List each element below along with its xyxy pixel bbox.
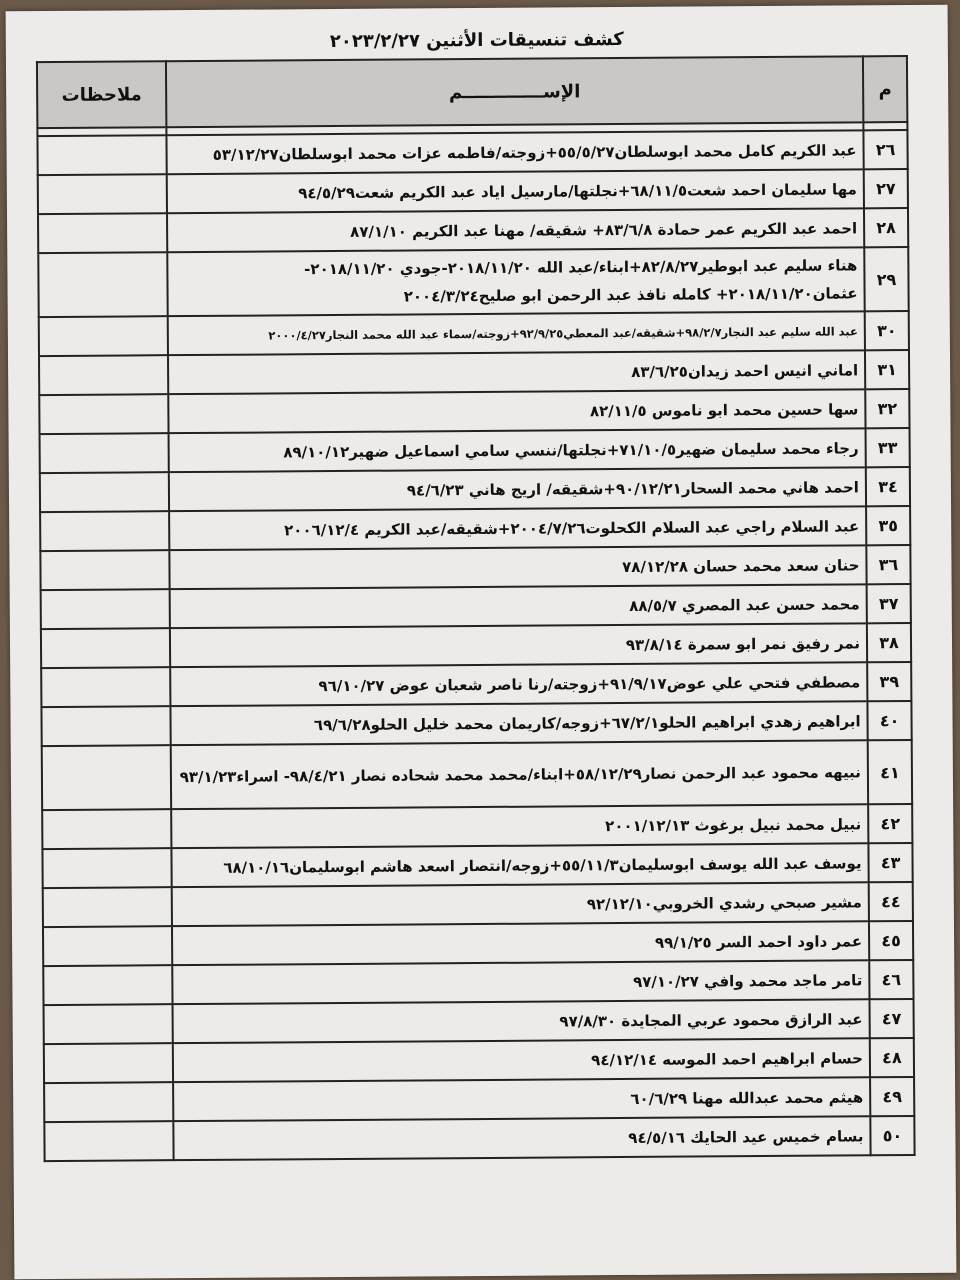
- row-number: ٢٩: [864, 247, 908, 311]
- row-name: عبد الله سليم عبد النجار٩٨/٢/٧+شقيقه/عبد المعطي٩٢/٩/٢٥+زوجته/سماء عبد الله محمد النجار٢٠٠٠/٤/٢٧: [168, 311, 865, 355]
- row-name: هناء سليم عبد ابوطير٨٢/٨/٢٧+ابناء/عبد الله ٢٠١٨/١١/٢٠-جودي ٢٠١٨/١١/٢٠- عثمان٢٠١٨/١١/٢٠+ كامله نافذ عبد الرحمن ابو صليح٢٠٠٤/٣/٢٤: [167, 247, 864, 316]
- row-name: عبد السلام راجي عبد السلام الكحلوت٢٠٠٤/٧/٢٦+شقيقه/عبد الكريم ٢٠٠٦/١٢/٤: [169, 506, 866, 550]
- row-notes: [44, 1121, 173, 1161]
- row-notes: [44, 1082, 173, 1122]
- row-number: ٣٨: [867, 623, 911, 662]
- row-notes: [39, 355, 168, 395]
- table-row: [44, 1038, 914, 1083]
- row-name: احمد هاني محمد السحار٩٠/١٢/٢١+شقيقه/ اريج هاني ٩٤/٦/٢٣: [169, 467, 866, 511]
- row-number: ٣٤: [866, 467, 910, 506]
- row-name: عبد الكريم كامل محمد ابوسلطان٥٥/٥/٢٧+زوجته/فاطمه عزات محمد ابوسلطان٥٣/١٢/٢٧: [166, 130, 863, 174]
- row-notes: [43, 926, 172, 966]
- row-number: ٣٠: [865, 311, 909, 350]
- table-row: [42, 843, 912, 888]
- row-number: ٢٨: [864, 208, 908, 247]
- row-number: ٣٢: [865, 389, 909, 428]
- table-row: [38, 169, 908, 214]
- table-row: [41, 584, 911, 629]
- row-name: حسام ابراهيم احمد الموسه ٩٤/١٢/١٤: [173, 1038, 870, 1082]
- row-name: يوسف عبد الله يوسف ابوسليمان٥٥/١١/٣+زوجه/انتصار اسعد هاشم ابوسليمان٦٨/١٠/١٦: [171, 843, 868, 887]
- header-row: [37, 56, 907, 128]
- row-name: عبد الرازق محمود عربي المجايدة ٩٧/٨/٣٠: [173, 999, 870, 1043]
- row-number: ٣٩: [867, 662, 911, 701]
- row-notes: [43, 965, 172, 1005]
- row-number: ٤٥: [869, 921, 913, 960]
- row-name: هيثم محمد عبدالله مهنا ٦٠/٦/٢٩: [173, 1077, 870, 1121]
- row-number: ٣٦: [866, 545, 910, 584]
- table-row: [39, 311, 909, 356]
- row-notes: [39, 394, 168, 434]
- header-number: م: [863, 56, 907, 122]
- row-number: ٣٧: [867, 584, 911, 623]
- roster-body: [37, 122, 914, 1161]
- table-row: [43, 882, 913, 927]
- document-title: كشف تنسيقات الأثنين ٢٠٢٣/٢/٢٧: [329, 28, 624, 53]
- table-row: [41, 701, 911, 746]
- row-name: حنان سعد محمد حسان ٧٨/١٢/٢٨: [169, 545, 866, 589]
- roster-table: [36, 55, 916, 1162]
- row-name: احمد عبد الكريم عمر حمادة ٨٣/٦/٨+ شقيقه/ مهنا عبد الكريم ٨٧/١/١٠: [167, 208, 864, 252]
- header-name: الإســـــــــــــم: [166, 56, 863, 127]
- row-number: ٤٩: [870, 1077, 914, 1116]
- table-row: [44, 1116, 914, 1161]
- row-number: ٤٤: [869, 882, 913, 921]
- table-row: [37, 130, 907, 175]
- row-notes: [37, 135, 166, 175]
- row-number: ٣٣: [866, 428, 910, 467]
- row-name: عمر داود احمد السر ٩٩/١/٢٥: [172, 921, 869, 965]
- table-row: [40, 506, 910, 551]
- row-number: ٤٢: [868, 804, 912, 843]
- row-number: ٥٠: [870, 1116, 914, 1155]
- table-row: [43, 960, 913, 1005]
- row-name: نبيهه محمود عبد الرحمن نصار٥٨/١٢/٢٩+ابناء/محمد محمد شحاده نصار ٩٨/٤/٢١- اسراء٩٣/١/٢٣: [171, 740, 868, 809]
- row-notes: [40, 472, 169, 512]
- table-row: [44, 999, 914, 1044]
- table-row: [40, 545, 910, 590]
- row-name: تامر ماجد محمد وافي ٩٧/١٠/٢٧: [172, 960, 869, 1004]
- row-name: نبيل محمد نبيل برغوث ٢٠٠١/١٢/١٣: [171, 804, 868, 848]
- row-number: ٣١: [865, 350, 909, 389]
- table-row: [38, 247, 908, 317]
- row-notes: [41, 667, 170, 707]
- row-number: ٢٦: [863, 130, 907, 169]
- row-notes: [42, 745, 171, 810]
- row-notes: [43, 887, 172, 927]
- table-row: [40, 428, 910, 473]
- table-row: [41, 662, 911, 707]
- table-row: [39, 389, 909, 434]
- row-notes: [38, 174, 167, 214]
- table-row: [39, 350, 909, 395]
- row-number: ٤٨: [870, 1038, 914, 1077]
- row-number: ٤٠: [867, 701, 911, 740]
- row-notes: [38, 213, 167, 253]
- paper-sheet: [6, 5, 957, 1280]
- table-row: [43, 921, 913, 966]
- row-notes: [40, 550, 169, 590]
- row-notes: [41, 706, 170, 746]
- row-number: ٣٥: [866, 506, 910, 545]
- row-notes: [38, 252, 167, 317]
- row-number: ٤٦: [869, 960, 913, 999]
- table-row: [41, 623, 911, 668]
- table-row: [44, 1077, 914, 1122]
- row-number: ٢٧: [864, 169, 908, 208]
- row-name: نمر رفيق نمر ابو سمرة ٩٣/٨/١٤: [170, 623, 867, 667]
- row-notes: [39, 316, 168, 356]
- row-number: ٤٧: [870, 999, 914, 1038]
- row-notes: [42, 848, 171, 888]
- row-name: مشير صبحي رشدي الخروبي٩٢/١٢/١٠: [172, 882, 869, 926]
- header-notes: ملاحظات: [37, 61, 166, 128]
- row-number: ٤٣: [868, 843, 912, 882]
- row-name: مصطفي فتحي علي عوض٩١/٩/١٧+زوجته/رنا ناصر شعبان عوض ٩٦/١٠/٢٧: [170, 662, 867, 706]
- table-row: [42, 740, 912, 810]
- table-row: [40, 467, 910, 512]
- row-notes: [44, 1004, 173, 1044]
- row-notes: [44, 1043, 173, 1083]
- row-notes: [40, 511, 169, 551]
- row-name: محمد حسن عبد المصري ٨٨/٥/٧: [170, 584, 867, 628]
- row-name: اماني انيس احمد زيدان٨٣/٦/٢٥: [168, 350, 865, 394]
- row-notes: [42, 809, 171, 849]
- row-notes: [41, 628, 170, 668]
- row-notes: [40, 433, 169, 473]
- table-row: [38, 208, 908, 253]
- row-name: سها حسين محمد ابو ناموس ٨٢/١١/٥: [168, 389, 865, 433]
- table-row: [42, 804, 912, 849]
- row-name: بسام خميس عيد الحايك ٩٤/٥/١٦: [173, 1116, 870, 1160]
- row-notes: [41, 589, 170, 629]
- row-number: ٤١: [868, 740, 912, 804]
- row-name: مها سليمان احمد شعت٦٨/١١/٥+نجلتها/مارسيل اياد عبد الكريم شعت٩٤/٥/٢٩: [167, 169, 864, 213]
- row-name: رجاء محمد سليمان ضهير٧١/١٠/٥+نجلتها/ننسي سامي اسماعيل ضهير٨٩/١٠/١٢: [169, 428, 866, 472]
- row-name: ابراهيم زهدي ابراهيم الحلو٦٧/٢/١+زوجه/كاريمان محمد خليل الحلو٦٩/٦/٢٨: [170, 701, 867, 745]
